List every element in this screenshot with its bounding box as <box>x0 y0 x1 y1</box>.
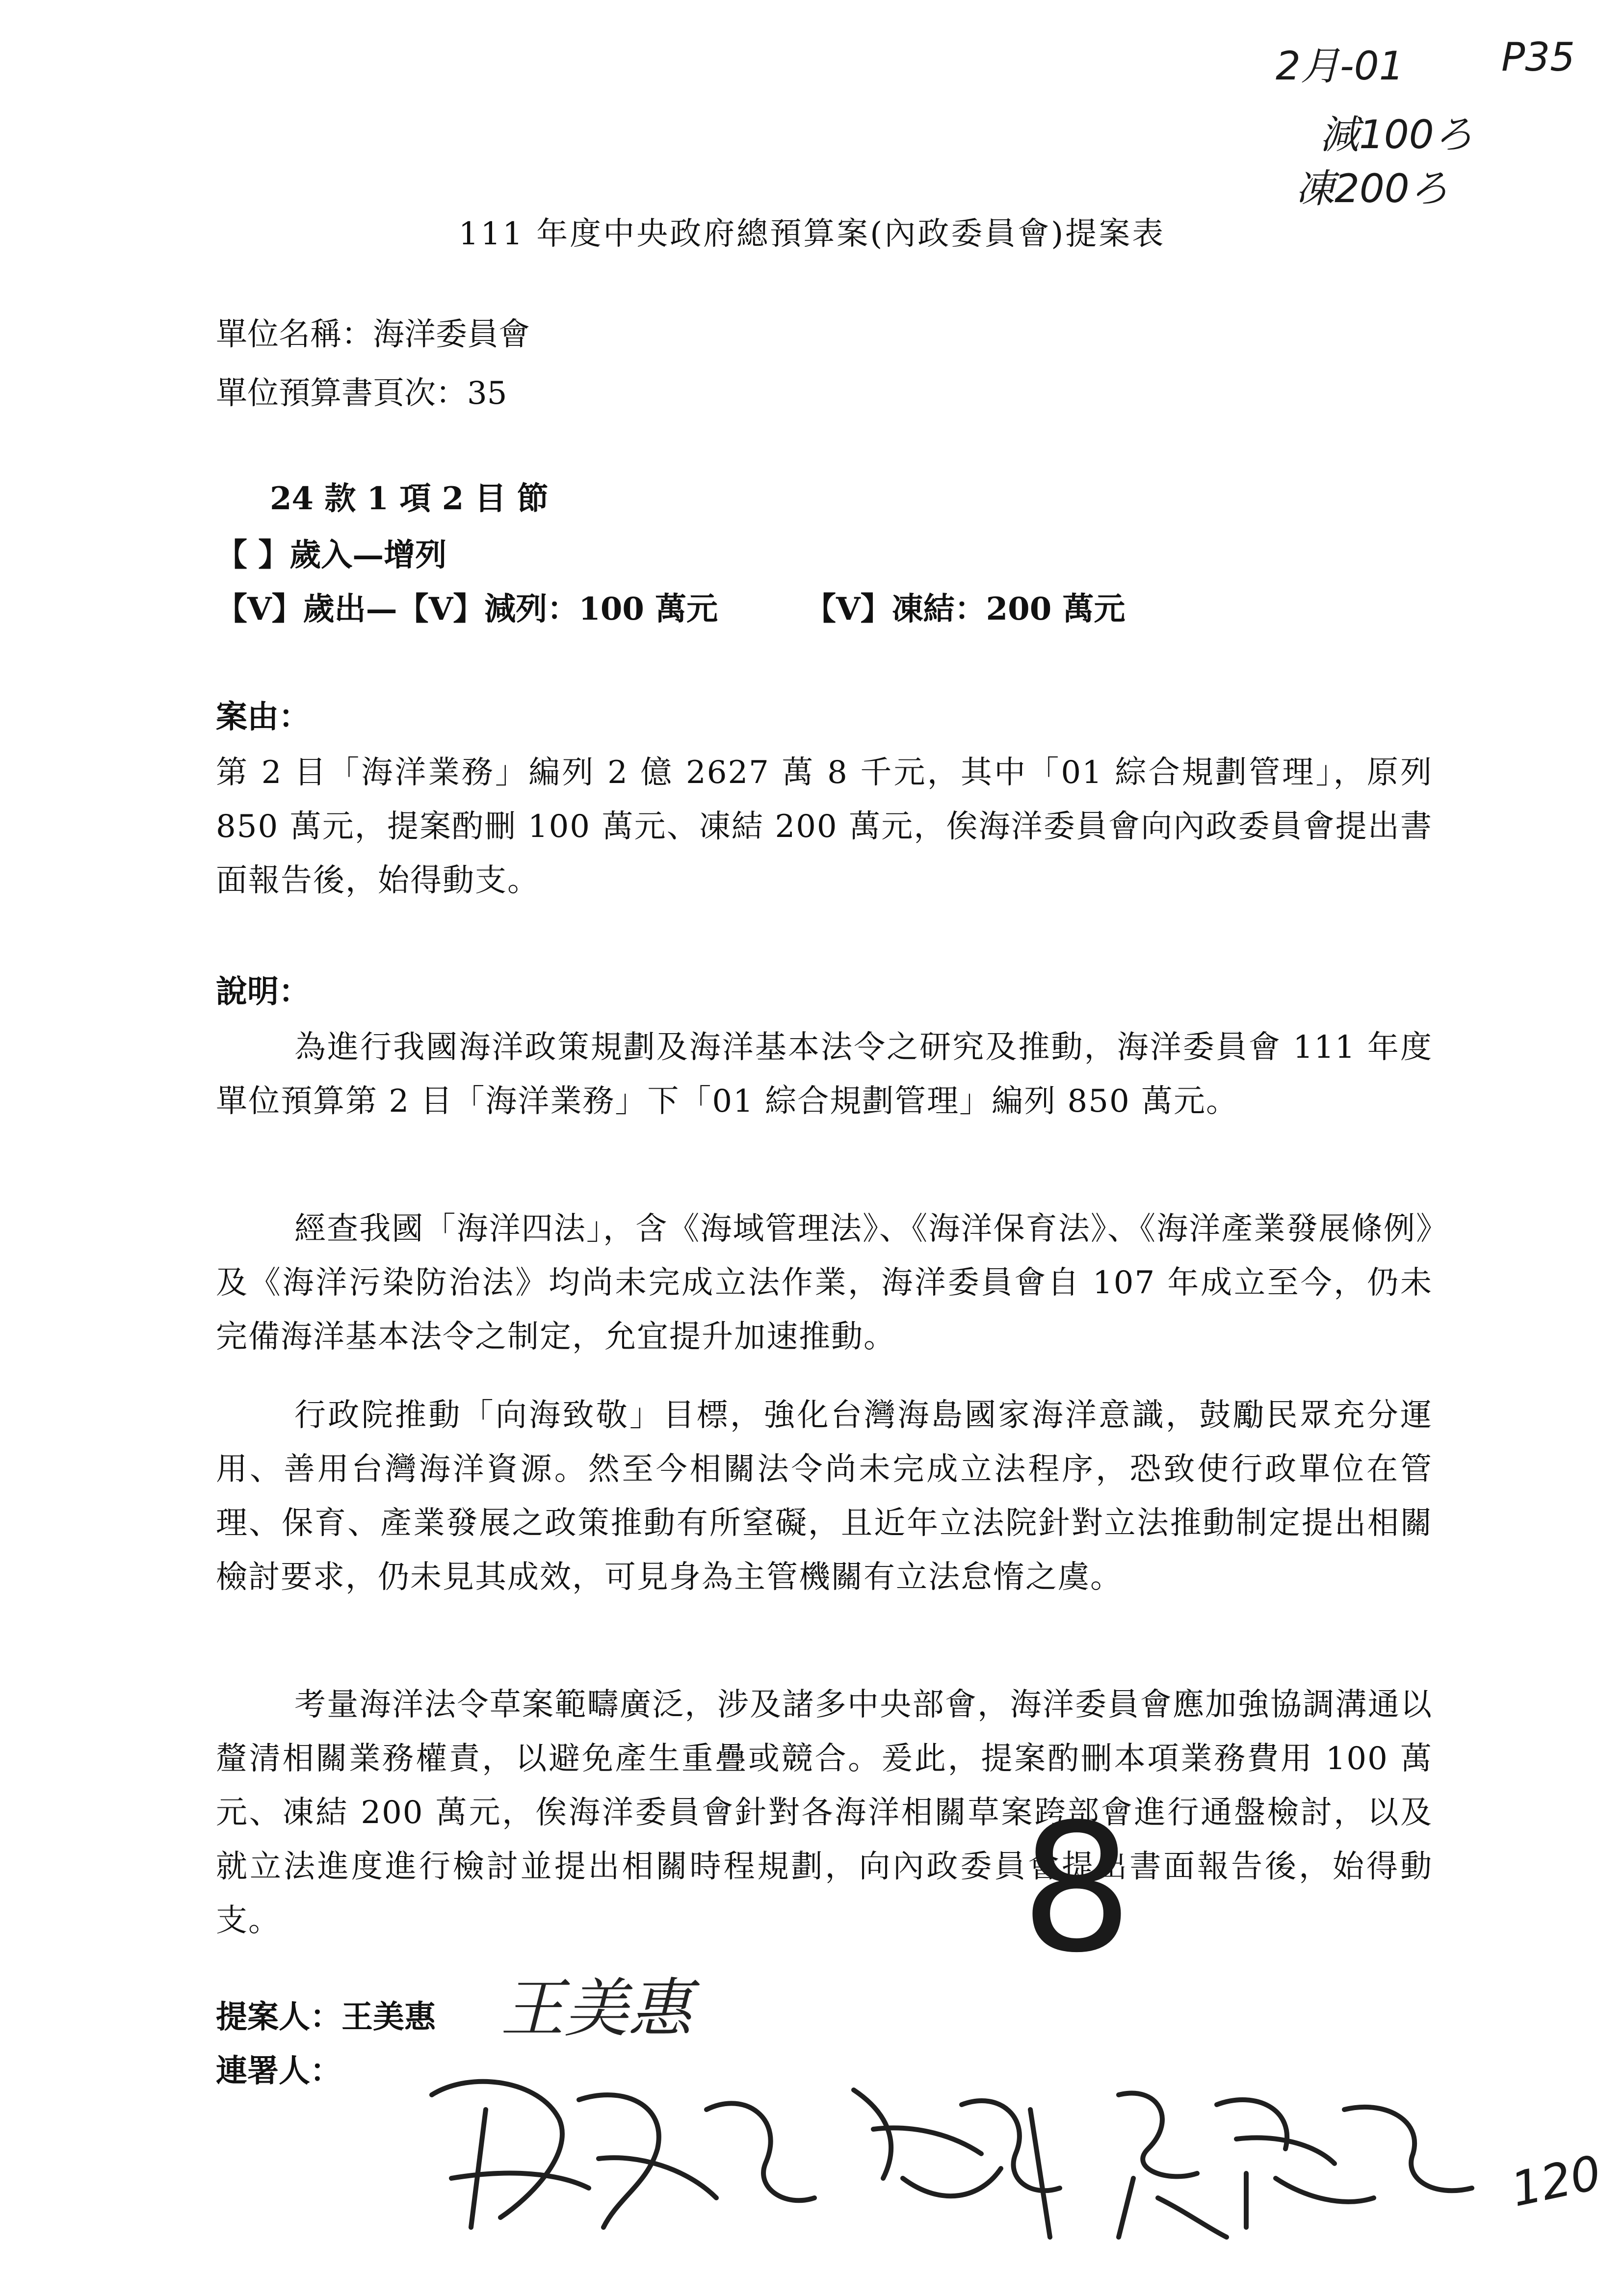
explanation-heading: 說明： <box>216 973 310 1010</box>
cosigner-signatures <box>412 2051 1492 2257</box>
budget-expense: 【V】歲出—【V】減列：100 萬元 <box>216 591 718 627</box>
handwritten-page-ref: P35 <box>1501 34 1575 80</box>
unit-page: 單位預算書頁次：35 <box>216 375 507 412</box>
document-title: 111 年度中央政府總預算案(內政委員會)提案表 <box>458 216 1166 252</box>
handwritten-code: 2月-01 <box>1276 43 1404 89</box>
budget-section: 24 款 1 項 2 目 節 <box>270 480 549 517</box>
budget-freeze: 【V】凍結：200 萬元 <box>805 591 1126 627</box>
handwritten-freeze-note: 凍200ろ <box>1295 166 1449 211</box>
proposer-signature: 王美惠 <box>500 1971 692 2046</box>
explanation-paragraph-1: 為進行我國海洋政策規劃及海洋基本法令之研究及推動，海洋委員會 111 年度單位預算第 2 目「海洋業務」下「01 綜合規劃管理」編列 850 萬元。 <box>216 1029 1433 1120</box>
handwritten-number: 8 <box>1021 1786 1133 1991</box>
handwritten-page-number: 120 <box>1506 2145 1606 2218</box>
case-body: 第 2 目「海洋業務」編列 2 億 2627 萬 8 千元，其中「01 綜合規劃管理」，原列 850 萬元，提案酌刪 100 萬元、凍結 200 萬元，俟海洋委員會向內政委員會提出書面報告後，始得動支。 <box>216 755 1433 899</box>
proposer-label: 提案人：王美惠 <box>216 1999 436 2035</box>
explanation-paragraph-3: 行政院推動「向海致敬」目標，強化台灣海島國家海洋意識，鼓勵民眾充分運用、善用台灣海洋資源。然至今相關法令尚未完成立法程序，恐致使行政單位在管理、保育、產業發展之政策推動有所窒礙，且近年立法院針對立法推動制定提出相關檢討要求，仍未見其成效，可見身為主管機關有立法怠惰之虞。 <box>216 1397 1433 1595</box>
unit-name: 單位名稱：海洋委員會 <box>216 316 530 353</box>
budget-revenue: 【 】歲入—增列 <box>216 537 447 574</box>
case-heading: 案由： <box>216 699 310 735</box>
cosigner-label: 連署人： <box>216 2053 341 2089</box>
handwritten-cut-note: 減100ろ <box>1320 112 1473 157</box>
explanation-paragraph-4: 考量海洋法令草案範疇廣泛，涉及諸多中央部會，海洋委員會應加強協調溝通以釐清相關業務權責，以避免產生重疊或競合。爰此，提案酌刪本項業務費用 100 萬元、凍結 200 萬元，俟海洋委員會針對各海洋相關草案跨部會進行通盤檢討，以及就立法進度進行檢討並提出相關時程規劃，向內政委員會提出書面報告後，始得動支。 <box>216 1687 1433 1939</box>
explanation-paragraph-2: 經查我國「海洋四法」，含《海域管理法》、《海洋保育法》、《海洋產業發展條例》及《海洋污染防治法》均尚未完成立法作業，海洋委員會自 107 年成立至今，仍未完備海洋基本法令之制定，允宜提升加速推動。 <box>216 1211 1433 1355</box>
